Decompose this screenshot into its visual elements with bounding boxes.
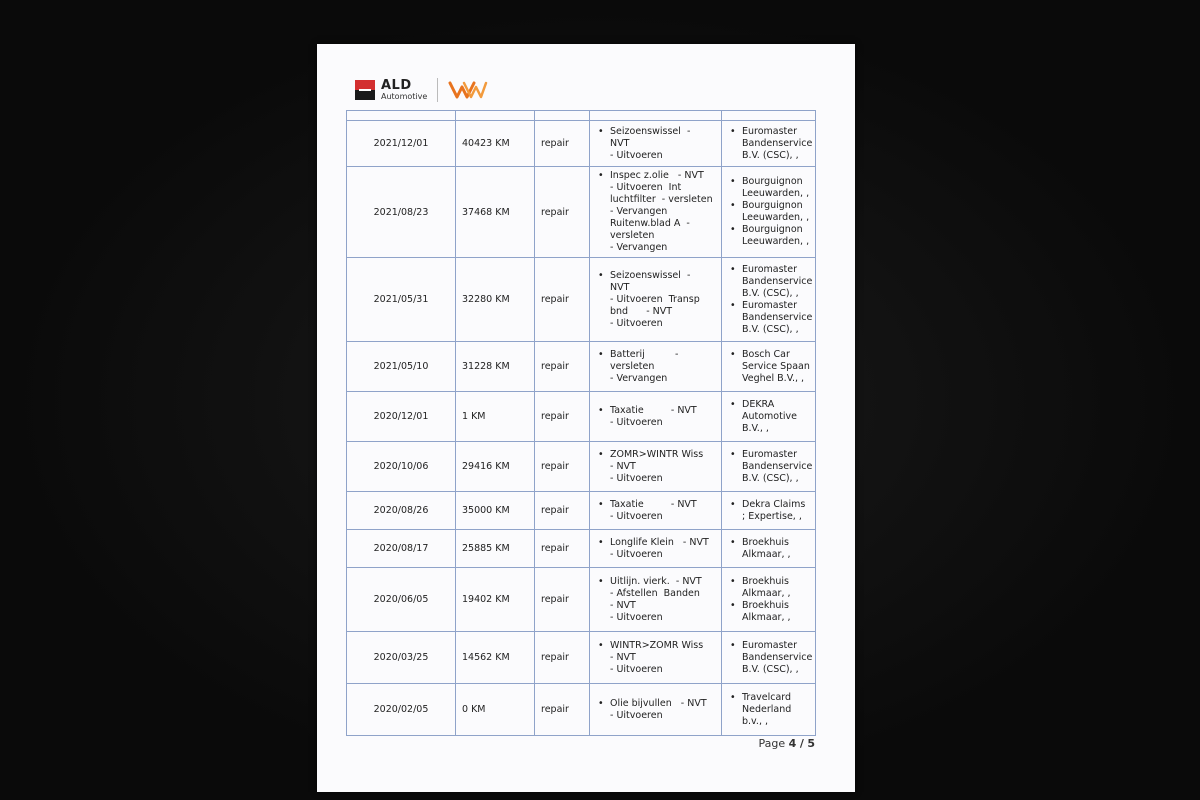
row-type: repair xyxy=(535,121,590,167)
table-row xyxy=(347,442,816,492)
row-description xyxy=(590,568,722,632)
row-workshop-item: • Euromaster Bandenservice B.V. (CSC), , xyxy=(728,300,815,336)
table-row xyxy=(347,492,816,530)
row-description-item: • ZOMR>WINTR Wiss - NVT - Uitvoeren xyxy=(596,449,721,485)
row-description-item: • Longlife Klein - NVT - Uitvoeren xyxy=(596,537,721,561)
ald-logo-icon xyxy=(355,80,375,100)
row-type: repair xyxy=(535,342,590,392)
row-workshop xyxy=(722,684,816,736)
row-description-item: • Uitlijn. vierk. - NVT - Afstellen Banden - NVT - Uitvoeren xyxy=(596,576,721,624)
row-mileage: 37468 KM xyxy=(456,167,535,258)
row-workshop xyxy=(722,568,816,632)
row-workshop-item: • Broekhuis Alkmaar, , xyxy=(728,600,815,624)
row-workshop xyxy=(722,258,816,342)
table-row xyxy=(347,684,816,736)
row-date: 2020/02/05 xyxy=(347,684,456,736)
row-description xyxy=(590,342,722,392)
row-type: repair xyxy=(535,392,590,442)
row-workshop-item: • Euromaster Bandenservice B.V. (CSC), , xyxy=(728,264,815,300)
row-date: 2020/03/25 xyxy=(347,632,456,684)
row-workshop-item: • DEKRA Automotive B.V., , xyxy=(728,399,815,435)
row-workshop-item: • Dekra Claims ; Expertise, , xyxy=(728,499,815,523)
row-workshop-item: • Euromaster Bandenservice B.V. (CSC), , xyxy=(728,640,815,676)
row-description xyxy=(590,442,722,492)
row-type: repair xyxy=(535,442,590,492)
row-workshop xyxy=(722,632,816,684)
row-description-item: • Taxatie - NVT - Uitvoeren xyxy=(596,499,721,523)
row-type: repair xyxy=(535,632,590,684)
row-type: repair xyxy=(535,492,590,530)
document-page xyxy=(317,44,855,792)
row-workshop-item: • Bourguignon Leeuwarden, , xyxy=(728,176,815,200)
row-workshop-item: • Euromaster Bandenservice B.V. (CSC), , xyxy=(728,126,815,162)
row-description xyxy=(590,492,722,530)
row-workshop-item: • Broekhuis Alkmaar, , xyxy=(728,576,815,600)
row-type: repair xyxy=(535,258,590,342)
table-row xyxy=(347,568,816,632)
w-logo-icon xyxy=(448,79,488,101)
ald-name: ALD xyxy=(381,78,412,93)
row-description xyxy=(590,684,722,736)
row-date: 2020/10/06 xyxy=(347,442,456,492)
row-workshop xyxy=(722,492,816,530)
row-description-item: • Taxatie - NVT - Uitvoeren xyxy=(596,405,721,429)
row-mileage: 29416 KM xyxy=(456,442,535,492)
row-description xyxy=(590,121,722,167)
row-date: 2020/06/05 xyxy=(347,568,456,632)
table-row xyxy=(347,258,816,342)
row-workshop-item: • Bourguignon Leeuwarden, , xyxy=(728,200,815,224)
row-description xyxy=(590,632,722,684)
row-type: repair xyxy=(535,167,590,258)
row-date: 2021/08/23 xyxy=(347,167,456,258)
row-date: 2020/08/26 xyxy=(347,492,456,530)
row-workshop xyxy=(722,342,816,392)
page-current: 4 xyxy=(788,737,797,750)
row-description xyxy=(590,167,722,258)
row-description-item: • WINTR>ZOMR Wiss - NVT - Uitvoeren xyxy=(596,640,721,676)
table-header-strip xyxy=(347,111,816,121)
table-row xyxy=(347,392,816,442)
row-workshop-item: • Euromaster Bandenservice B.V. (CSC), , xyxy=(728,449,815,485)
maintenance-table xyxy=(346,110,816,736)
row-date: 2020/08/17 xyxy=(347,530,456,568)
row-mileage: 0 KM xyxy=(456,684,535,736)
row-mileage: 25885 KM xyxy=(456,530,535,568)
row-description-item: • Olie bijvullen - NVT - Uitvoeren xyxy=(596,698,721,722)
row-date: 2021/05/31 xyxy=(347,258,456,342)
row-workshop-item: • Bourguignon Leeuwarden, , xyxy=(728,224,815,248)
row-mileage: 35000 KM xyxy=(456,492,535,530)
row-workshop xyxy=(722,442,816,492)
row-type: repair xyxy=(535,530,590,568)
row-workshop-item: • Travelcard Nederland b.v., , xyxy=(728,692,815,728)
row-mileage: 32280 KM xyxy=(456,258,535,342)
row-description-item: • Batterij - versleten - Vervangen xyxy=(596,349,721,385)
row-date: 2020/12/01 xyxy=(347,392,456,442)
row-description xyxy=(590,392,722,442)
row-mileage: 14562 KM xyxy=(456,632,535,684)
row-description xyxy=(590,530,722,568)
row-workshop xyxy=(722,392,816,442)
row-mileage: 1 KM xyxy=(456,392,535,442)
table-row xyxy=(347,632,816,684)
row-description-item: • Inspec z.olie - NVT - Uitvoeren Int luchtfilter - versleten - Vervangen Ruitenw.blad A - versleten - Vervangen xyxy=(596,170,721,254)
logo-divider xyxy=(437,78,438,102)
row-description-item: • Seizoenswissel - NVT - Uitvoeren xyxy=(596,126,721,162)
row-description xyxy=(590,258,722,342)
row-workshop-item: • Broekhuis Alkmaar, , xyxy=(728,537,815,561)
table-row xyxy=(347,530,816,568)
ald-subtitle: Automotive xyxy=(381,92,428,101)
table-row xyxy=(347,342,816,392)
row-workshop-item: • Bosch Car Service Spaan Veghel B.V., , xyxy=(728,349,815,385)
ald-logo-text xyxy=(381,79,427,101)
row-workshop xyxy=(722,530,816,568)
row-date: 2021/05/10 xyxy=(347,342,456,392)
row-date: 2021/12/01 xyxy=(347,121,456,167)
row-type: repair xyxy=(535,568,590,632)
table-row xyxy=(347,121,816,167)
row-workshop xyxy=(722,167,816,258)
row-mileage: 40423 KM xyxy=(456,121,535,167)
page-separator: / xyxy=(799,737,804,750)
page-number: Page 4 / 5 xyxy=(758,737,815,750)
row-description-item: • Seizoenswissel - NVT - Uitvoeren Transp bnd - NVT - Uitvoeren xyxy=(596,270,721,330)
row-type: repair xyxy=(535,684,590,736)
page-header xyxy=(355,77,488,103)
row-workshop xyxy=(722,121,816,167)
page-total: 5 xyxy=(807,737,815,750)
row-mileage: 31228 KM xyxy=(456,342,535,392)
row-mileage: 19402 KM xyxy=(456,568,535,632)
table-row xyxy=(347,167,816,258)
